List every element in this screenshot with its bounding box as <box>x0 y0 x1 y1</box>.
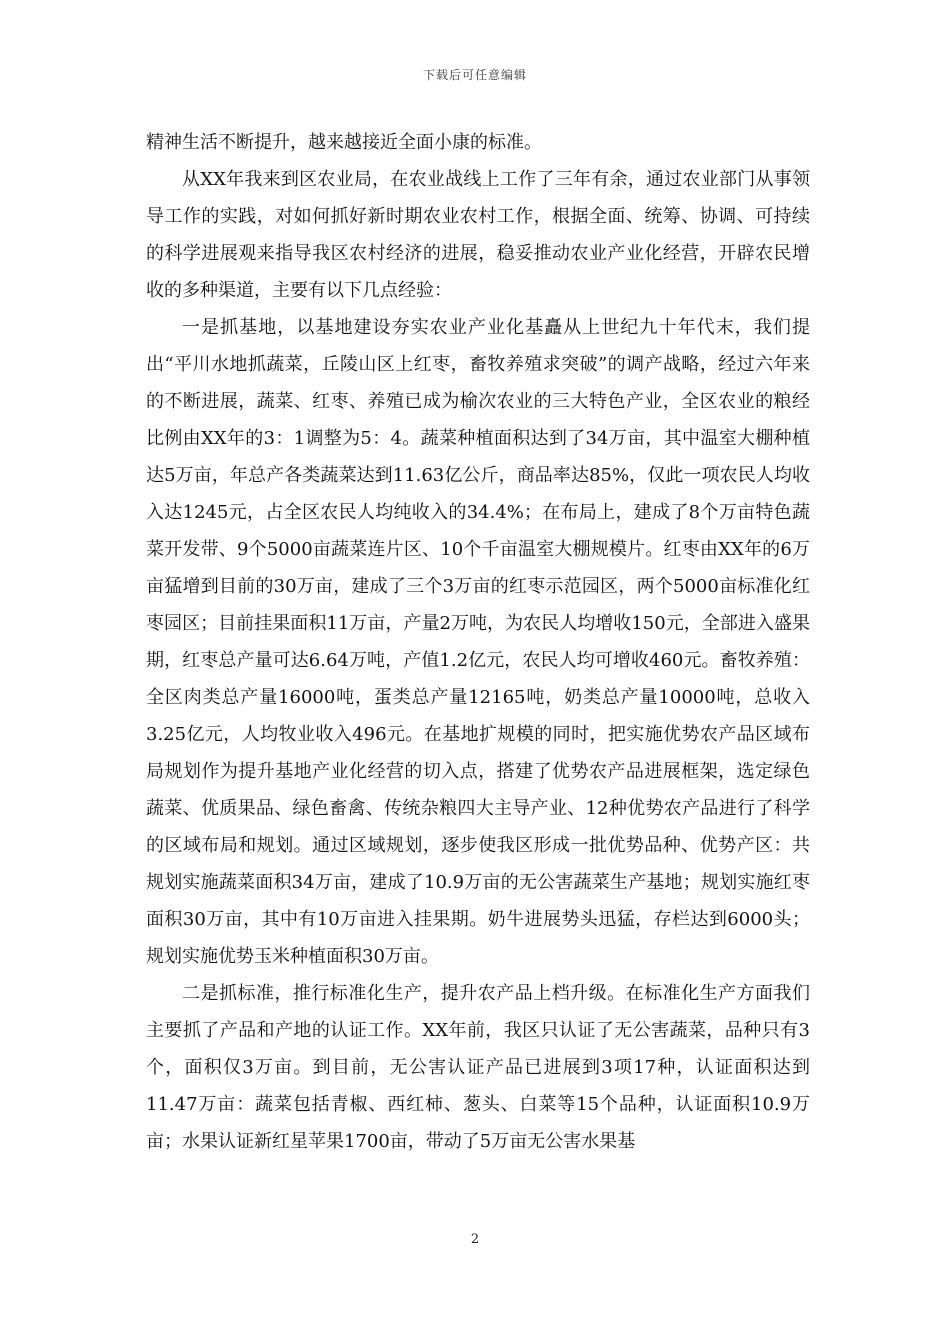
paragraph-continuation: 精神生活不断提升，越来越接近全面小康的标准。 <box>146 132 542 153</box>
paragraph-intro: 从XX年我来到区农业局，在农业战线上工作了三年有余，通过农业部门从事领导工作的实践，对如何抓好新时期农业农村工作，根据全面、统筹、协调、可持续的科学进展观来指导我区农村经济的进展，稳妥推动农业产业化经营，开辟农民增收的多种渠道，主要有以下几点经验： <box>146 169 810 301</box>
paragraph-standardization: 二是抓标准，推行标准化生产，提升农产品上档升级。在标准化生产方面我们主要抓了产品和产地的认证工作。XX年前，我区只认证了无公害蔬菜，品种只有3个，面积仅3万亩。到目前，无公害认证产品已进展到3项17种，认证面积达到11.47万亩：蔬菜包括青椒、西红柿、葱头、白菜等15个品种，认证面积10.9万亩；水果认证新红星苹果1700亩，带动了5万亩无公害水果基 <box>146 983 810 1152</box>
document-body <box>146 124 810 1160</box>
page-header: 下载后可任意编辑 <box>422 68 527 82</box>
paragraph-base-building: 一是抓基地，以基地建设夯实农业产业化基矗从上世纪九十年代末，我们提出“平川水地抓蔬菜，丘陵山区上红枣，畜牧养殖求突破”的调产战略，经过六年来的不断进展，蔬菜、红枣、养殖已成为榆次农业的三大特色产业，全区农业的粮经比例由XX年的3：1调整为5：4。蔬菜种植面积达到了34万亩，其中温室大棚种植达5万亩，年总产各类蔬菜达到11.63亿公斤，商品率达85%，仅此一项农民人均收入达1245元，占全区农民人均纯收入的34.4%；在布局上，建成了8个万亩特色蔬菜开发带、9个5000亩蔬菜连片区、10个千亩温室大棚规模片。红枣由XX年的6万亩猛增到目前的30万亩，建成了三个3万亩的红枣示范园区，两个5000亩标准化红枣园区；目前挂果面积11万亩，产量2万吨，为农民人均增收150元，全部进入盛果期，红枣总产量可达6.64万吨，产值1.2亿元，农民人均可增收460元。畜牧养殖：全区肉类总产量16000吨，蛋类总产量12165吨，奶类总产量10000吨，总收入3.25亿元，人均牧业收入496元。在基地扩规模的同时，把实施优势农产品区域布局规划作为提升基地产业化经营的切入点，搭建了优势农产品进展框架，选定绿色蔬菜、优质果品、绿色畜禽、传统杂粮四大主导产业、12种优势农产品进行了科学的区域布局和规划。通过区域规划，逐步使我区形成一批优势品种、优势产区：共规划实施蔬菜面积34万亩，建成了10.9万亩的无公害蔬菜生产基地；规划实施红枣面积30万亩，其中有10万亩进入挂果期。奶牛进展势头迅猛，存栏达到6000头；规划实施优势玉米种植面积30万亩。 <box>146 317 810 967</box>
page-number: 2 <box>470 1232 480 1247</box>
